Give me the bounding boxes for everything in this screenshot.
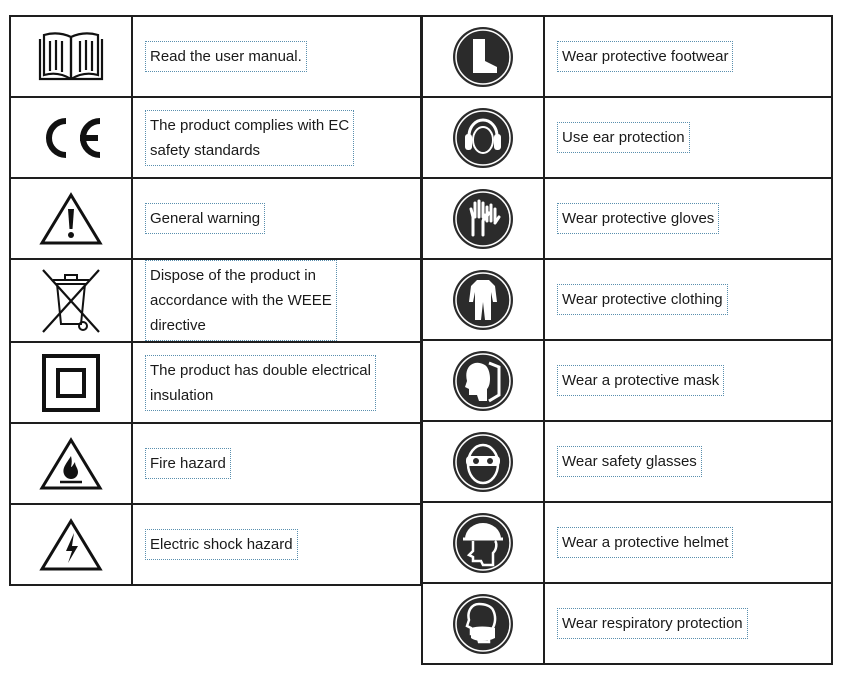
icon-cell bbox=[422, 340, 544, 421]
text-cell bbox=[544, 583, 832, 664]
table-row bbox=[10, 504, 421, 585]
icon-cell bbox=[422, 502, 544, 583]
text-cell bbox=[544, 340, 832, 421]
symbol-label: Wear protective footwear bbox=[557, 41, 733, 72]
symbol-label: Wear protective gloves bbox=[557, 203, 719, 234]
table-row bbox=[422, 583, 832, 664]
text-cell bbox=[132, 423, 421, 504]
table-row bbox=[10, 178, 421, 259]
table-row bbox=[10, 97, 421, 178]
table-row bbox=[422, 16, 832, 97]
respirator-icon bbox=[451, 592, 515, 656]
helmet-icon bbox=[451, 511, 515, 575]
symbol-label: The product complies with EC safety standards bbox=[145, 110, 354, 166]
left-symbol-table bbox=[9, 15, 422, 586]
symbol-label: Wear safety glasses bbox=[557, 446, 702, 477]
table-row bbox=[422, 340, 832, 421]
electric-shock-icon bbox=[38, 517, 104, 573]
table-row bbox=[422, 97, 832, 178]
icon-cell bbox=[10, 16, 132, 97]
icon-cell bbox=[10, 342, 132, 423]
text-cell bbox=[544, 502, 832, 583]
symbol-label: Wear a protective helmet bbox=[557, 527, 733, 558]
text-cell bbox=[544, 259, 832, 340]
symbol-label: Wear protective clothing bbox=[557, 284, 728, 315]
text-cell bbox=[544, 421, 832, 502]
symbol-label: The product has double electrical insulation bbox=[145, 355, 376, 411]
right-symbol-table bbox=[421, 15, 833, 665]
clothing-icon bbox=[451, 268, 515, 332]
icon-cell bbox=[10, 178, 132, 259]
icon-cell bbox=[10, 504, 132, 585]
fire-hazard-icon bbox=[38, 436, 104, 492]
weee-bin-icon bbox=[39, 266, 103, 336]
icon-cell bbox=[422, 259, 544, 340]
icon-cell bbox=[10, 259, 132, 342]
manual-icon bbox=[36, 29, 106, 85]
symbol-label: Wear respiratory protection bbox=[557, 608, 748, 639]
text-cell bbox=[132, 97, 421, 178]
boot-icon bbox=[451, 25, 515, 89]
text-cell bbox=[544, 16, 832, 97]
text-cell bbox=[132, 178, 421, 259]
table-row bbox=[10, 259, 421, 342]
icon-cell bbox=[422, 421, 544, 502]
symbol-label: Electric shock hazard bbox=[145, 529, 298, 560]
face-mask-icon bbox=[451, 349, 515, 413]
warning-triangle-icon bbox=[38, 191, 104, 247]
ear-protection-icon bbox=[451, 106, 515, 170]
symbol-label: Wear a protective mask bbox=[557, 365, 724, 396]
table-row bbox=[422, 502, 832, 583]
table-row bbox=[10, 16, 421, 97]
icon-cell bbox=[422, 583, 544, 664]
text-cell bbox=[544, 178, 832, 259]
text-cell bbox=[132, 504, 421, 585]
ce-mark-icon bbox=[36, 113, 106, 163]
text-cell bbox=[132, 342, 421, 423]
text-cell bbox=[132, 259, 421, 342]
safety-glasses-icon bbox=[451, 430, 515, 494]
table-row bbox=[10, 423, 421, 504]
gloves-icon bbox=[451, 187, 515, 251]
symbol-label: Dispose of the product in accordance with the WEEE directive bbox=[145, 260, 337, 341]
icon-cell bbox=[422, 178, 544, 259]
icon-cell bbox=[422, 16, 544, 97]
text-cell bbox=[544, 97, 832, 178]
symbol-label: Fire hazard bbox=[145, 448, 231, 479]
icon-cell bbox=[10, 423, 132, 504]
double-insulation-icon bbox=[41, 353, 101, 413]
table-row bbox=[10, 342, 421, 423]
table-row bbox=[422, 421, 832, 502]
icon-cell bbox=[422, 97, 544, 178]
table-row bbox=[422, 178, 832, 259]
symbol-label: Use ear protection bbox=[557, 122, 690, 153]
text-cell bbox=[132, 16, 421, 97]
symbol-label: General warning bbox=[145, 203, 265, 234]
icon-cell bbox=[10, 97, 132, 178]
symbol-label: Read the user manual. bbox=[145, 41, 307, 72]
table-row bbox=[422, 259, 832, 340]
